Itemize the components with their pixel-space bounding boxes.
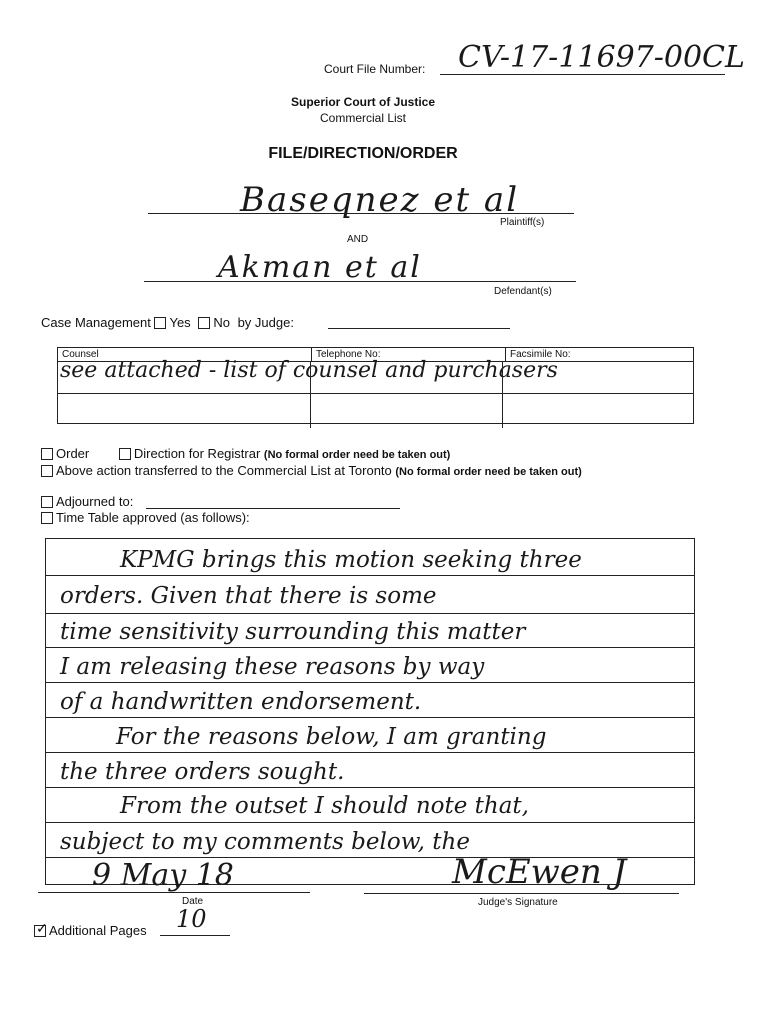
defendant-name[interactable]: Akman et al — [218, 250, 422, 285]
transfer-checkbox[interactable] — [41, 465, 53, 477]
timetable-label: Time Table approved (as follows): — [56, 510, 250, 525]
case-management-label: Case Management — [41, 315, 151, 330]
yes-checkbox[interactable] — [154, 317, 166, 329]
form-title: FILE/DIRECTION/ORDER — [268, 145, 458, 162]
additional-pages-label: Additional Pages — [49, 923, 147, 938]
adjourned-label: Adjourned to: — [56, 494, 134, 509]
order-checkbox[interactable] — [41, 448, 53, 460]
transfer-row — [41, 463, 582, 478]
counsel-divider-1 — [310, 362, 311, 428]
endorsement-line: time sensitivity surrounding this matter — [60, 619, 526, 645]
no-checkbox[interactable] — [198, 317, 210, 329]
additional-pages-value[interactable]: 10 — [176, 905, 207, 933]
timetable-checkbox[interactable] — [41, 512, 53, 524]
defendant-line — [144, 281, 576, 282]
endorsement-line: I am releasing these reasons by way — [60, 654, 485, 680]
date-label: Date — [182, 896, 204, 907]
court-list: Commercial List — [319, 111, 406, 125]
by-judge-line — [328, 328, 510, 329]
yes-label: Yes — [169, 315, 191, 330]
additional-pages-line — [160, 935, 230, 936]
signature-value[interactable]: McEwen J — [452, 852, 627, 892]
transfer-note: (No formal order need be taken out) — [395, 466, 582, 478]
counsel-divider-2 — [502, 362, 503, 428]
ruled-line — [46, 647, 694, 648]
direction-note: (No formal order need be taken out) — [263, 449, 451, 461]
timetable-row — [41, 510, 250, 525]
direction-checkbox[interactable] — [119, 448, 131, 460]
counsel-table — [57, 347, 694, 424]
no-label: No — [213, 315, 230, 330]
case-management-row — [41, 315, 294, 330]
court-name: Superior Court of Justice — [290, 95, 436, 109]
ruled-line — [46, 822, 694, 823]
signature-line — [364, 893, 679, 894]
endorsement-line: subject to my comments below, the — [60, 829, 470, 855]
direction-label: Direction for Registrar — [133, 446, 261, 461]
court-file-number[interactable]: CV-17-11697-00CL — [458, 40, 745, 75]
counsel-row-2[interactable] — [58, 394, 694, 424]
date-line — [38, 892, 310, 893]
court-file-label: Court File Number: — [324, 62, 426, 76]
endorsement-line: From the outset I should note that, — [120, 793, 529, 819]
endorsement-line: the three orders sought. — [60, 759, 345, 785]
plaintiff-line — [148, 213, 574, 214]
endorsement-line: KPMG brings this motion seeking three — [120, 547, 582, 573]
endorsement-line: of a handwritten endorsement. — [60, 689, 422, 715]
adjourned-row — [41, 494, 133, 509]
plaintiff-name[interactable]: Baseqnez et al — [240, 180, 520, 220]
facsimile-header: Facsimile No: — [506, 348, 694, 362]
defendant-label: Defendant(s) — [494, 286, 552, 297]
check-mark-icon: ✓ — [36, 920, 48, 936]
adjourned-checkbox[interactable] — [41, 496, 53, 508]
endorsement-box[interactable] — [45, 538, 695, 885]
counsel-row-1[interactable] — [58, 358, 694, 394]
ruled-line — [46, 717, 694, 718]
order-row — [41, 446, 450, 461]
ruled-line — [46, 787, 694, 788]
additional-pages-row — [34, 920, 147, 938]
by-judge-label: by Judge: — [237, 315, 294, 330]
date-value[interactable]: 9 May 18 — [92, 858, 234, 893]
counsel-entry: see attached - list of counsel and purchasers — [60, 358, 558, 383]
order-label: Order — [56, 446, 90, 461]
endorsement-line: For the reasons below, I am granting — [116, 724, 547, 750]
ruled-line — [46, 682, 694, 683]
counsel-header: Counsel — [58, 348, 312, 362]
additional-pages-checkbox[interactable] — [34, 920, 48, 937]
and-label: AND — [347, 234, 369, 245]
endorsement-line: orders. Given that there is some — [60, 583, 437, 609]
transfer-label: Above action transferred to the Commercial List at Toronto — [56, 463, 392, 478]
signature-label: Judge's Signature — [478, 897, 558, 908]
ruled-line — [46, 575, 694, 576]
ruled-line — [46, 752, 694, 753]
ruled-line — [46, 613, 694, 614]
plaintiff-label: Plaintiff(s) — [500, 217, 545, 228]
telephone-header: Telephone No: — [312, 348, 506, 362]
adjourned-line — [146, 508, 400, 509]
